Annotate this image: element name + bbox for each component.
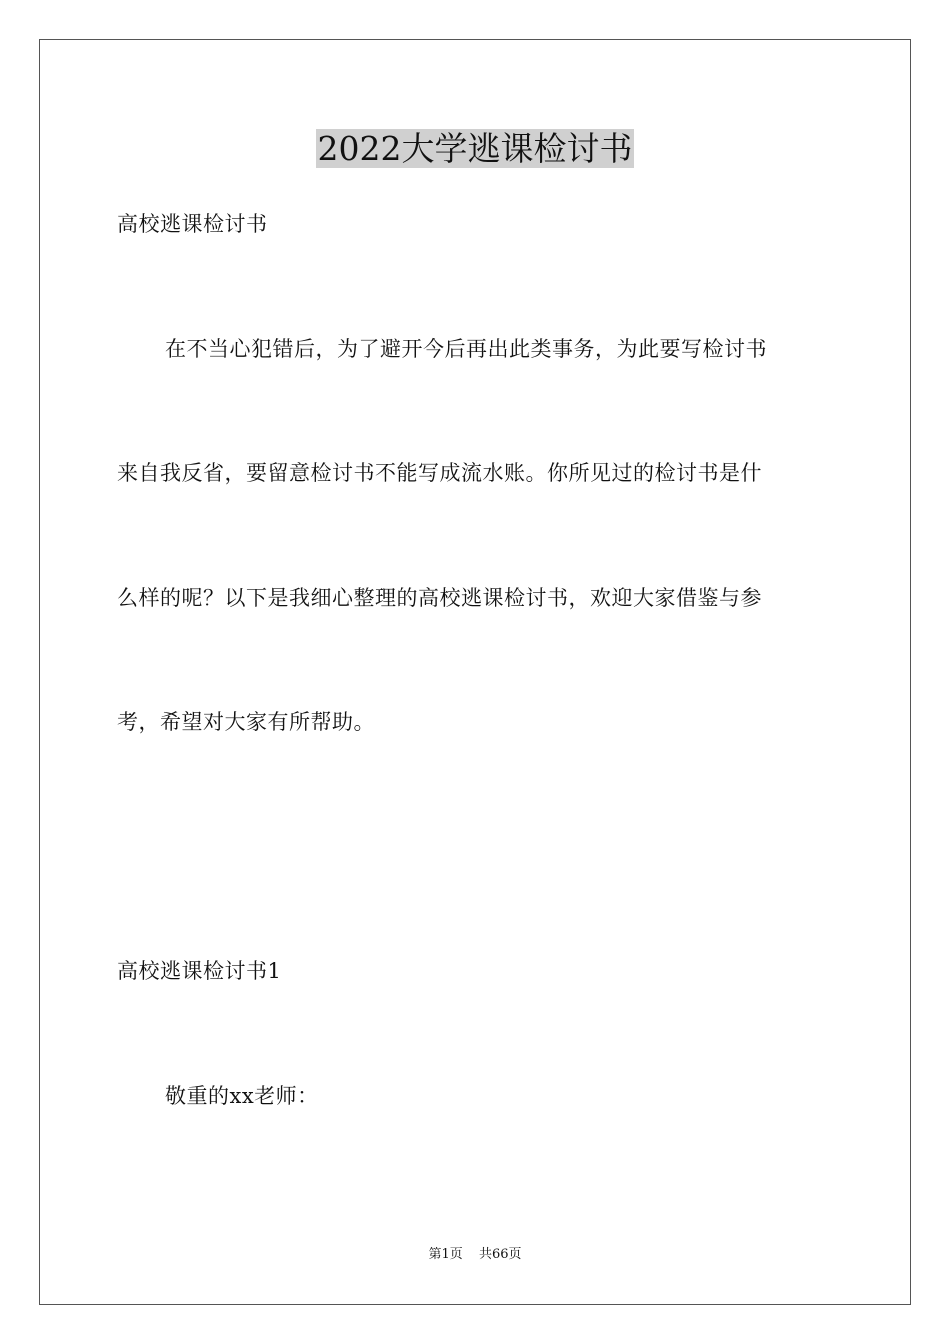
intro-paragraph-line-2: 来自我反省，要留意检讨书不能写成流水账。你所见过的检讨书是什 — [117, 461, 762, 485]
title-text: 2022大学逃课检讨书 — [317, 129, 633, 168]
page-footer — [0, 1246, 950, 1264]
intro-paragraph-line-3: 么样的呢？以下是我细心整理的高校逃课检讨书，欢迎大家借鉴与参 — [117, 586, 762, 610]
subsection-heading: 高校逃课检讨书1 — [117, 959, 282, 983]
page-total: 共66页 — [478, 1247, 522, 1262]
intro-paragraph-line-1: 在不当心犯错后，为了避开今后再出此类事务，为此要写检讨书 — [165, 337, 767, 361]
intro-paragraph-line-4: 考，希望对大家有所帮助。 — [117, 710, 375, 734]
page-number: 第1页 — [428, 1247, 463, 1262]
section-heading: 高校逃课检讨书 — [117, 212, 268, 236]
salutation: 敬重的xx老师： — [165, 1084, 319, 1108]
document-title — [0, 128, 950, 170]
